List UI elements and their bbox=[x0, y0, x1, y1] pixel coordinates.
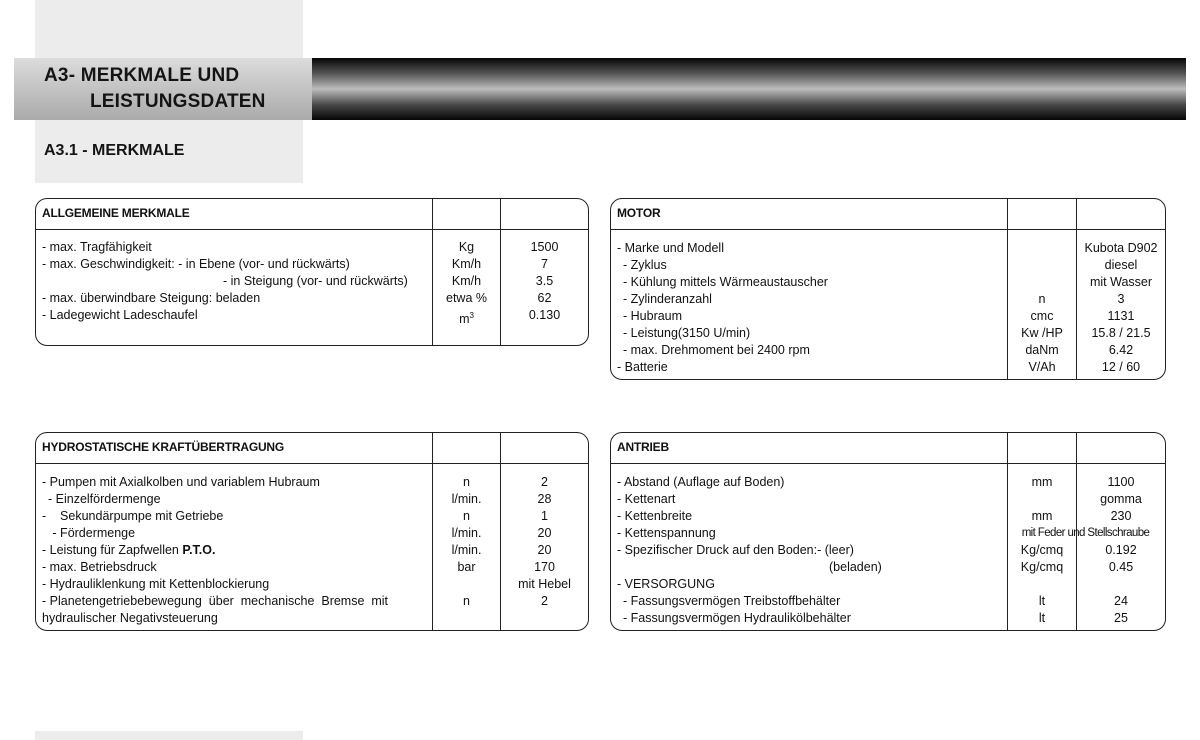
row-value: 2 bbox=[541, 475, 548, 489]
row-unit: Kg/cmq bbox=[1020, 560, 1064, 574]
row-value: 20 bbox=[537, 526, 552, 540]
row-label: - in Steigung (vor- und rückwärts) bbox=[223, 274, 408, 288]
row-value: 20 bbox=[537, 543, 552, 557]
row-value: 6.42 bbox=[1108, 343, 1134, 357]
row-unit: Km/h bbox=[451, 274, 482, 288]
table-hydrostatische-kraftuebertragung bbox=[35, 432, 589, 631]
row-unit: bar bbox=[457, 560, 476, 574]
row-value: diesel bbox=[1104, 258, 1138, 272]
row-label-text: - Leistung für Zapfwellen bbox=[42, 543, 183, 557]
row-value: 1500 bbox=[530, 240, 559, 254]
table-allgemeine-merkmale bbox=[35, 198, 589, 346]
row-label: - Pumpen mit Axialkolben und variablem Hubraum bbox=[42, 475, 320, 489]
table-row bbox=[611, 291, 1165, 308]
row-label: - Ladegewicht Ladeschaufel bbox=[42, 308, 198, 322]
row-value: 1100 bbox=[1107, 475, 1135, 489]
row-value: 62 bbox=[537, 291, 552, 305]
table-row bbox=[611, 593, 1165, 610]
table-row bbox=[36, 474, 588, 491]
row-value: gomma bbox=[1100, 492, 1142, 506]
row-value: mit Feder und Stellschraube bbox=[1021, 527, 1150, 539]
row-label: - VERSORGUNG bbox=[617, 577, 715, 591]
table-row bbox=[36, 307, 588, 327]
footer-background bbox=[35, 731, 303, 740]
row-unit: mm bbox=[1031, 475, 1053, 489]
row-unit: n bbox=[463, 509, 470, 523]
table-heading: MOTOR bbox=[617, 206, 661, 220]
table-row bbox=[611, 542, 1165, 559]
row-value: 24 bbox=[1114, 594, 1128, 608]
table-row bbox=[611, 559, 1165, 576]
row-value: Kubota D902 bbox=[1084, 241, 1158, 255]
row-value: 25 bbox=[1114, 611, 1128, 625]
table-row bbox=[611, 508, 1165, 525]
table-row bbox=[36, 610, 588, 627]
row-value: 0.45 bbox=[1108, 560, 1134, 574]
table-row bbox=[611, 257, 1165, 274]
table-row bbox=[36, 273, 588, 290]
row-unit: V/Ah bbox=[1028, 360, 1056, 374]
row-unit: l/min. bbox=[451, 492, 482, 506]
row-label: - Hydrauliklenkung mit Kettenblockierung bbox=[42, 577, 270, 591]
table-row bbox=[36, 290, 588, 307]
table-heading: ALLGEMEINE MERKMALE bbox=[42, 206, 190, 220]
row-label: - Fassungsvermögen Hydraulikölbehälter bbox=[623, 611, 851, 625]
table-heading: HYDROSTATISCHE KRAFTÜBERTRAGUNG bbox=[42, 440, 285, 454]
unit-superscript: 3 bbox=[469, 311, 474, 320]
row-unit: n bbox=[1038, 292, 1046, 306]
row-unit: Kg bbox=[458, 240, 475, 254]
row-unit: Kw /HP bbox=[1021, 326, 1063, 340]
row-unit: l/min. bbox=[451, 526, 482, 540]
row-unit: lt bbox=[1038, 611, 1046, 625]
row-value: 0.192 bbox=[1105, 543, 1137, 557]
row-label: - Zyklus bbox=[623, 258, 667, 272]
table-row bbox=[611, 576, 1165, 593]
row-unit bbox=[433, 307, 500, 328]
row-label: - max. Geschwindigkeit: - in Ebene (vor- und rückwärts) bbox=[42, 257, 350, 271]
row-label: - max. Betriebsdruck bbox=[42, 560, 157, 574]
page-title-line2: LEISTUNGSDATEN bbox=[90, 91, 266, 112]
table-motor bbox=[610, 198, 1166, 380]
row-unit: Km/h bbox=[451, 257, 482, 271]
table-row bbox=[36, 525, 588, 542]
table-row bbox=[611, 342, 1165, 359]
row-unit: cmc bbox=[1030, 309, 1054, 323]
row-label: - Spezifischer Druck auf den Boden:- (leer) bbox=[617, 543, 854, 557]
row-value: 1131 bbox=[1107, 309, 1135, 323]
row-label: - Zylinderanzahl bbox=[623, 292, 712, 306]
row-label: - Kettenart bbox=[617, 492, 676, 506]
row-value: 170 bbox=[534, 560, 555, 574]
row-value: 1 bbox=[541, 509, 548, 523]
table-row bbox=[611, 491, 1165, 508]
table-row bbox=[36, 542, 588, 559]
section-title: A3.1 - MERKMALE bbox=[44, 142, 185, 159]
row-value: 28 bbox=[537, 492, 552, 506]
table-row bbox=[611, 325, 1165, 342]
table-heading: ANTRIEB bbox=[617, 440, 669, 454]
table-row bbox=[36, 508, 588, 525]
row-label: - Kettenbreite bbox=[617, 509, 693, 523]
table-row bbox=[611, 610, 1165, 627]
table-row bbox=[611, 240, 1165, 257]
divider bbox=[611, 463, 1165, 464]
table-row bbox=[611, 525, 1165, 542]
row-value: 3 bbox=[1117, 292, 1125, 306]
row-value: 2 bbox=[541, 594, 548, 608]
table-row bbox=[36, 593, 588, 610]
row-label: - Batterie bbox=[617, 360, 668, 374]
table-row bbox=[36, 559, 588, 576]
row-label: - Fördermenge bbox=[42, 526, 136, 540]
row-unit: l/min. bbox=[451, 543, 482, 557]
row-unit: Kg/cmq bbox=[1020, 543, 1064, 557]
table-row bbox=[611, 308, 1165, 325]
row-unit: daNm bbox=[1025, 343, 1059, 357]
row-label: - Abstand (Auflage auf Boden) bbox=[617, 475, 785, 489]
divider bbox=[36, 229, 588, 230]
row-label-bold: P.T.O. bbox=[182, 543, 216, 557]
row-label bbox=[42, 542, 215, 559]
table-row bbox=[36, 239, 588, 256]
table-row bbox=[611, 474, 1165, 491]
row-label: - Kettenspannung bbox=[617, 526, 716, 540]
row-value: mit Wasser bbox=[1089, 275, 1153, 289]
table-row bbox=[36, 491, 588, 508]
row-label: (beladen) bbox=[829, 560, 882, 574]
row-label: - Kühlung mittels Wärmeaustauscher bbox=[623, 275, 828, 289]
table-row bbox=[611, 359, 1165, 376]
row-unit: lt bbox=[1038, 594, 1046, 608]
row-unit: etwa % bbox=[446, 291, 487, 305]
row-label: - max. überwindbare Steigung: beladen bbox=[42, 291, 261, 305]
row-unit: n bbox=[463, 475, 470, 489]
row-value: 0.130 bbox=[528, 308, 561, 322]
row-value: 12 / 60 bbox=[1101, 360, 1141, 374]
row-label: - Sekundärpumpe mit Getriebe bbox=[42, 509, 224, 523]
row-label: hydraulischer Negativsteuerung bbox=[42, 611, 218, 625]
row-label: - Fassungsvermögen Treibstoffbehälter bbox=[623, 594, 841, 608]
row-unit: n bbox=[463, 594, 470, 608]
page-title-line1: A3- MERKMALE UND bbox=[44, 65, 240, 86]
row-unit: mm bbox=[1031, 509, 1053, 523]
table-row bbox=[611, 274, 1165, 291]
row-label: - Planetengetriebebewegung über mechanische Bremse mit bbox=[42, 594, 389, 608]
row-label: - Marke und Modell bbox=[617, 241, 724, 255]
divider bbox=[36, 463, 588, 464]
row-label: - max. Drehmoment bei 2400 rpm bbox=[623, 343, 810, 357]
table-row bbox=[36, 576, 588, 593]
table-row bbox=[36, 256, 588, 273]
table-antrieb bbox=[610, 432, 1166, 631]
page-title bbox=[44, 63, 266, 115]
row-label: - Leistung(3150 U/min) bbox=[623, 326, 751, 340]
divider bbox=[611, 229, 1165, 230]
unit-base: m bbox=[459, 312, 470, 327]
row-value: 15.8 / 21.5 bbox=[1091, 326, 1151, 340]
row-value: 230 bbox=[1110, 509, 1132, 523]
row-label: - Hubraum bbox=[623, 309, 683, 323]
row-value: 3.5 bbox=[535, 274, 554, 288]
row-value: 7 bbox=[541, 257, 548, 271]
row-value: mit Hebel bbox=[518, 577, 571, 591]
row-label: - Einzelfördermenge bbox=[48, 492, 161, 506]
row-label: - max. Tragfähigkeit bbox=[42, 240, 152, 254]
